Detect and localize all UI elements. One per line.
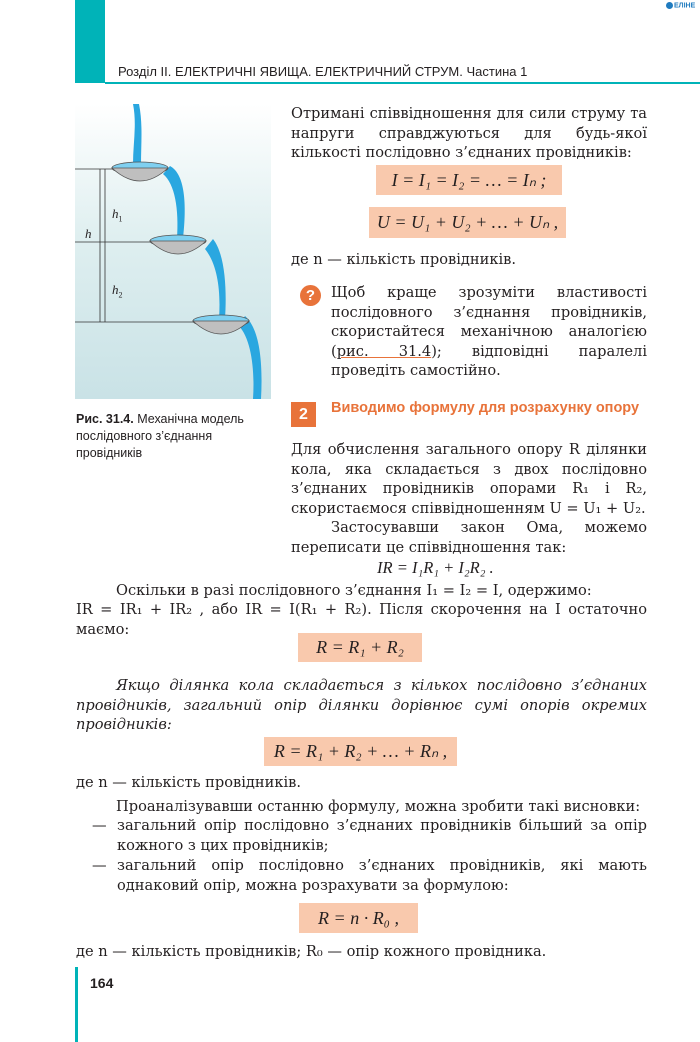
equation-ir: IR = I₁R₁ + I₂R₂ .	[377, 558, 494, 577]
label-h1: $h_1$	[112, 206, 123, 224]
conclusions-intro: Проаналізувавши останню формулу, можна зробити такі висновки:	[116, 798, 641, 815]
paragraph-since-line1: Оскільки в разі послідовного з’єднання I₁ = I₂ = I, одержимо:	[116, 582, 592, 599]
conclusion-2: загальний опір послідовно з’єднаних провідників, які мають однаковий опір, можна розрахувати за формулою:	[117, 857, 647, 894]
bullet-dash-1: —	[92, 817, 107, 834]
page-number: 164	[90, 975, 114, 991]
formula-r-n: R = R₁ + R₂ + … + Rₙ ,	[264, 737, 457, 766]
definition-n-2: де n — кількість провідників.	[76, 774, 301, 791]
formula-n-r0: R = n · R₀ ,	[299, 903, 418, 933]
water-cascade-illustration	[75, 104, 271, 399]
intro-paragraph: Отримані співвідношення для сили струму та напруги справджуються для будь-якої кількості послідовно з’єднаних провідників:	[291, 105, 647, 161]
formula-current: I = I₁ = I₂ = … = Iₙ ;	[376, 165, 562, 195]
figure-caption: Рис. 31.4. Механічна модель послідовного з’єднання провідників	[76, 412, 244, 460]
footer-accent-bar	[75, 967, 78, 1042]
conclusion-1: загальний опір послідовно з’єднаних провідників більший за опір кожного з цих провідників;	[117, 817, 647, 854]
question-icon: ?	[300, 285, 321, 306]
header-rule	[105, 82, 700, 84]
formula-r-two: R = R₁ + R₂	[298, 633, 422, 662]
rule-statement: Якщо ділянка кола складається з кількох послідовно з’єднаних провідників, загальний опір ділянки дорівнює сумі опорів окремих провідників:	[76, 677, 647, 733]
label-h2: $h_2$	[112, 282, 123, 300]
water-stream-middle	[163, 166, 185, 239]
paragraph-total-resistance: Для обчислення загального опору R ділянки кола, яка складається з двох послідовно з’єднаних провідників опорами R₁ і R₂, скористаємося співвідношенням U = U₁ + U₂.	[291, 441, 647, 517]
publisher-logo: ЕЛІНЕ	[666, 2, 695, 9]
paragraph-ohm-law: Застосувавши закон Ома, можемо переписати це співвідношення так:	[291, 519, 647, 556]
bullet-dash-2: —	[92, 857, 107, 874]
label-h: h	[85, 226, 92, 241]
figure-31-4	[75, 104, 271, 399]
water-stream-top	[133, 104, 142, 164]
header-accent-bar	[75, 0, 105, 83]
section-number: 2	[291, 402, 316, 427]
running-header: Розділ II. ЕЛЕКТРИЧНІ ЯВИЩА. ЕЛЕКТРИЧНИЙ СТРУМ. Частина 1	[118, 64, 528, 79]
bowl-bottom	[193, 321, 249, 334]
bowl-middle	[150, 241, 206, 254]
water-stream-bottom	[239, 316, 262, 399]
question-paragraph: Щоб краще зрозуміти властивості послідовного з’єднання провідників, скористайтеся механічною аналогією (рис. 31.4); відповідні паралелі проведіть самостійно.	[331, 284, 648, 379]
section-title: Виводимо формулу для розрахунку опору	[331, 400, 640, 416]
definition-n: де n — кількість провідників.	[291, 251, 516, 268]
figure-link[interactable]: рис. 31.4	[336, 342, 432, 360]
paragraph-since-line2: IR = IR₁ + IR₂ , або IR = I(R₁ + R₂). Після скорочення на I остаточно маємо:	[76, 601, 647, 638]
logo-icon	[666, 2, 673, 9]
water-stream-lower	[205, 239, 226, 319]
bowl-top	[112, 168, 168, 181]
final-definition: де n — кількість провідників; R₀ — опір кожного провідника.	[76, 943, 547, 960]
formula-voltage: U = U₁ + U₂ + … + Uₙ ,	[369, 207, 566, 238]
